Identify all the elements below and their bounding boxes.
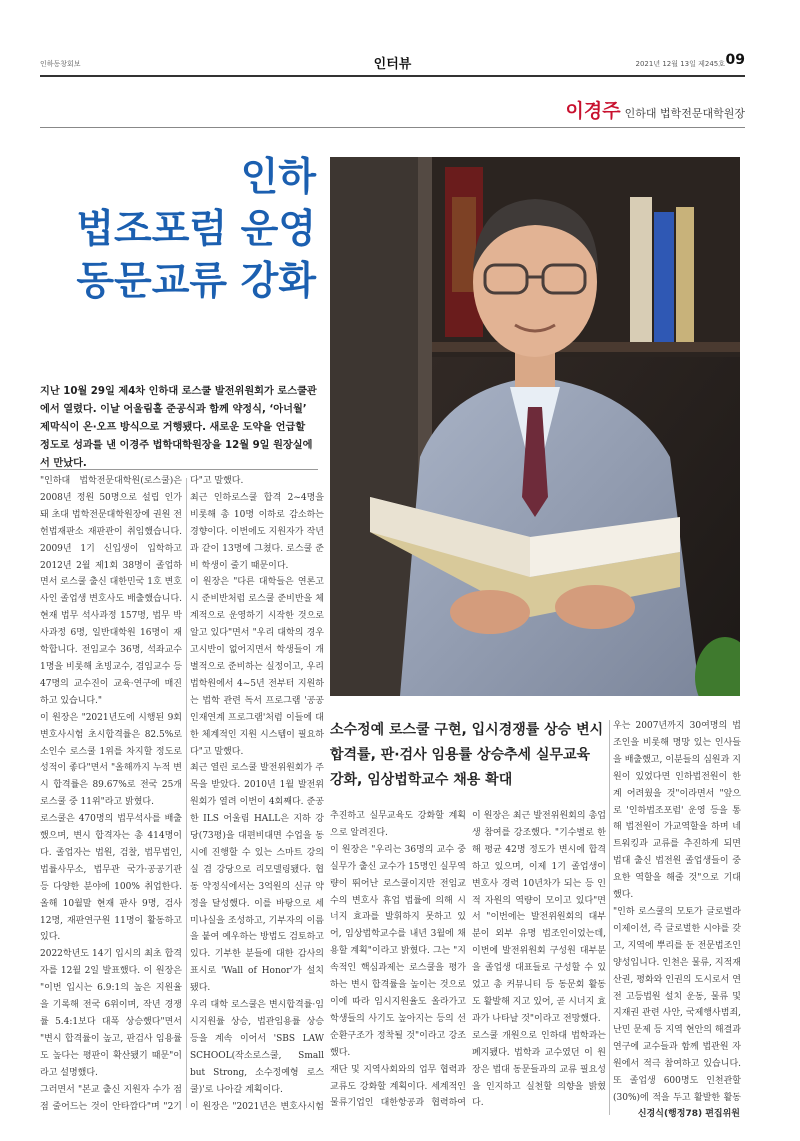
name-rule: [40, 127, 745, 128]
lead-rule: [40, 469, 318, 470]
body-column-5: 우는 2007년까지 30여명의 법조인을 비롯해 명망 있는 인사들을 배출했고, 이분들의 심원과 지원이 있었다면 인하법전원이 한 계 어려웠을 것"이라면서 "앞으로 '인하법조포럼' 운영 등을 통해 법전원이 가교역할을 하며 네트워킹과 교류를 추진하게 되면 법대 출신 법전원 졸업생들이 중요한 역할을 해줄 것"으로 기대했다. "인하 로스쿨의 모토가 글로벌라이제이션, 즉 글로벌한 시야를 갖고, 지역에 뿌리를 둔 전문법조인 양성입니다. 인천은 물류, 지적재산권, 평화와 인권의 도시로서 연전 고등법원 설치 운동, 물류 및 지재권 관련 사안, 국제행사범죄, 난민 문제 등 지역 현안의 해결과 연구에 교수들과 함께 법관원 자원에서 적극 참여하고 있습니다. 또 졸업생 600명도 인천관할(30%)에 적을 두고 활발한 활동: [613, 721, 741, 1102]
byline: 신경식(행정78) 편집위원: [637, 1109, 740, 1119]
body-column-3: 추진하고 실무교육도 강화할 계획으로 알려진다. 이 원장은 "우리는 36명의 교수 중 실무가 출신 교수가 15명인 실무역량이 뛰어난 로스쿨이지만 전임교수의 변호사 휴업 법률에 의해 시너지 효과를 발휘하지 못하고 있어, 임상법학교수를 내년 3월에 채용할 계획"이라고 밝혔다. 그는 "지속적인 핵심과제는 로스쿨을 평가하는 변시 합격률을 높이는 것으로 이에 따라 임시지원율도 올라가고 학생들의 사기도 높아지는 등의 선순환구조가 정착될 것"이라고 강조했다. 재단 및 지역사회와의 업무 협력과 교류도 강화할 계획이다. 세계적인 물류기업인 대한항공과 협력하여: [330, 811, 466, 1109]
column-divider: [186, 478, 187, 1108]
headline-line: 법조포럼 운영: [76, 207, 316, 252]
body-column-2: 다"고 말했다. 최근 인하로스쿨 합격 2~4명을 비롯해 총 10명 이하로 감소하는 경향이다. 이번에도 지원자가 작년과 같이 13명에 그쳤다. 로스쿨 준비 학생이 줄기 때문이다. 이 원장은 "다른 대학들은 연론고시 준비반처럼 로스쿨 준비반을 체계적으로 운영하기 시작한 것으로 알고 있다"면서 "우리 대학의 경우 고시반이 없어지면서 학생들이 개별적으로 준비하는 실정이고, 우리 법학원에서 4~5년 전부터 지원하는 법학 관련 독서 프로그램 '공공인재연계 프로그램'처럼 이들에 대한 체계적인 지원 시스템이 필요하다"고 말했다. 최근 열린 로스쿨 발전위원회가 주목을 받았다. 2010년 1월 발전위원회가 열려 이번이 4회째다. 준공한 ILS 어울림 HALL은 지하 강당(73평)을 대편비대면 수업을 동시에 진행할 수 있는 스마트 강의실 겸 강당으로 리모델링됐다. 협동 약정식에서는 3억원의 신규 약정을 달성했다. 이를 바탕으로 세미나실을 조성하고, 기부자의 이름을 붙여 예우하는 방법도 검토하고 있다. 기부한 분들에 대한 감사의 표시로 'Wall of Honor'가 설치됐다. 우리 대학 로스쿨은 변시합격률·임시지원률 상승, 법관임용률 상승 등을 계속 이어서 'SBS LAW SCHOOL(작소로스쿨, Small but Strong, 소수정예형 로스쿨)'로 나아갈 계획이다. 이 원장은 "2021년은 변호사시험: [190, 476, 324, 1112]
headline-line: 인하: [240, 155, 316, 200]
header-rule: [40, 75, 745, 77]
interview-photo: [330, 157, 740, 696]
interviewee-title: 인하대 법학전문대학원장: [624, 107, 745, 120]
body-column-4: 이 원장은 최근 발전위원회의 총업생 참여를 강조했다. "기수별로 한해 평균 42명 정도가 변시에 합격하고 있으며, 이제 1기 졸업생이 변호사 경력 10년차가 되는 등 인적 자원의 역량이 모이고 있다"면서 "이번에는 발전위원회의 대부분이 외부 유명 법조인이었는데, 이번에 발전위원회 구성원 대부분을 졸업생 대표들로 구성할 수 있었고 총 커뮤니티 등 동문회 활동도 활발해 지고 있어, 곧 시너지 효과가 나타날 것"이라고 전망했다. 로스쿨 개원으로 인하대 법학과는 폐지됐다. 법학과 교수였던 이 원장은 법대 동문들과의 교류 필요성을 인지하고 실천할 의향을 밝혔다.: [472, 811, 606, 1109]
portrait-illustration: [330, 157, 740, 696]
paper-name: 인하동창회보: [40, 60, 81, 68]
lead-paragraph: 지난 10월 29일 제4차 인하대 로스쿨 발전위원회가 로스쿨관에서 열렸다. 이날 어울림홀 준공식과 함께 약정식, ‘아너월’ 제막식이 온·오프 방식으로 거행됐다. 새로운 도약을 언급할 정도로 성과를 낸 이경주 법학대학원장을 12월 9일 원장실에서 만났다.: [40, 386, 317, 469]
interviewee: [566, 96, 745, 123]
page-header: [40, 52, 745, 73]
headline: [38, 152, 316, 308]
interviewee-name: 이경주: [565, 100, 621, 122]
page-number: 09: [725, 52, 745, 68]
headline-line: 동문교류 강화: [76, 259, 316, 304]
section-title: 인터뷰: [373, 57, 412, 72]
column-divider: [609, 720, 610, 1115]
subheadline: 소수정예 로스쿨 구현, 입시경쟁률 상승 변시 합격률, 판·검사 임용률 상승추세 실무교육 강화, 임상법학교수 채용 확대: [330, 722, 604, 788]
date-issue: 2021년 12월 13일 제245호: [635, 60, 725, 68]
body-column-1: "인하대 법학전문대학원(로스쿨)은 2008년 정원 50명으로 설립 인가 돼 초대 법학전문대학원장에 권원 전 헌법재판소 재판관이 취임했습니다. 2009년 1기 신입생이 입학하고 2012년 2월 제1회 38명이 졸업하면서 로스쿨 출신 대한민국 1호 변호사인 졸업생 변호사도 배출했습니다. 현재 법무 석사과정 157명, 법무 박사과정 6명, 일반대학원 16명이 재학합니다. 전임교수 36명, 석좌교수 1명을 비롯해 초빙교수, 겸임교수 등 47명의 교수진이 교육·연구에 매진하고 있습니다." 이 원장은 "2021년도에 시행된 9회 변호사시험 초시합격률은 82.5%로 소인수 로스쿨 1위를 차지할 정도로 성적이 좋다"면서 "올해까지 누적 변시 합격률은 89.67%로 전국 25개 로스쿨 중 11위"라고 밝혔다. 로스쿨은 470명의 법무석사를 배출했으며, 변시 합격자는 총 414명이다. 졸업자는 법원, 검찰, 법무법인, 법률사무소, 법무관 국가·공공기관 등 다양한 분야에 100% 취업한다. 올해 10월말 현재 판사 9명, 검사 12명, 재판연구원 11명이 활동하고 있다. 2022학년도 14기 입시의 최초 합격자를 12월 2일 발표했다. 이 원장은 "이번 입시는 6.9:1의 높은 지원율을 기록해 전국 6위이며, 작년 경쟁률 5.4:1보다 대폭 상승했다"면서 "변시 합격률이 높고, 판검사 임용률도 높다는 평판이 확산됐기 때문"이라고 설명했다. 그러면서 "본교 출신 지원자 수가 점점 줄어드는 것이 안타깝다"며 "2기: [40, 476, 182, 1112]
